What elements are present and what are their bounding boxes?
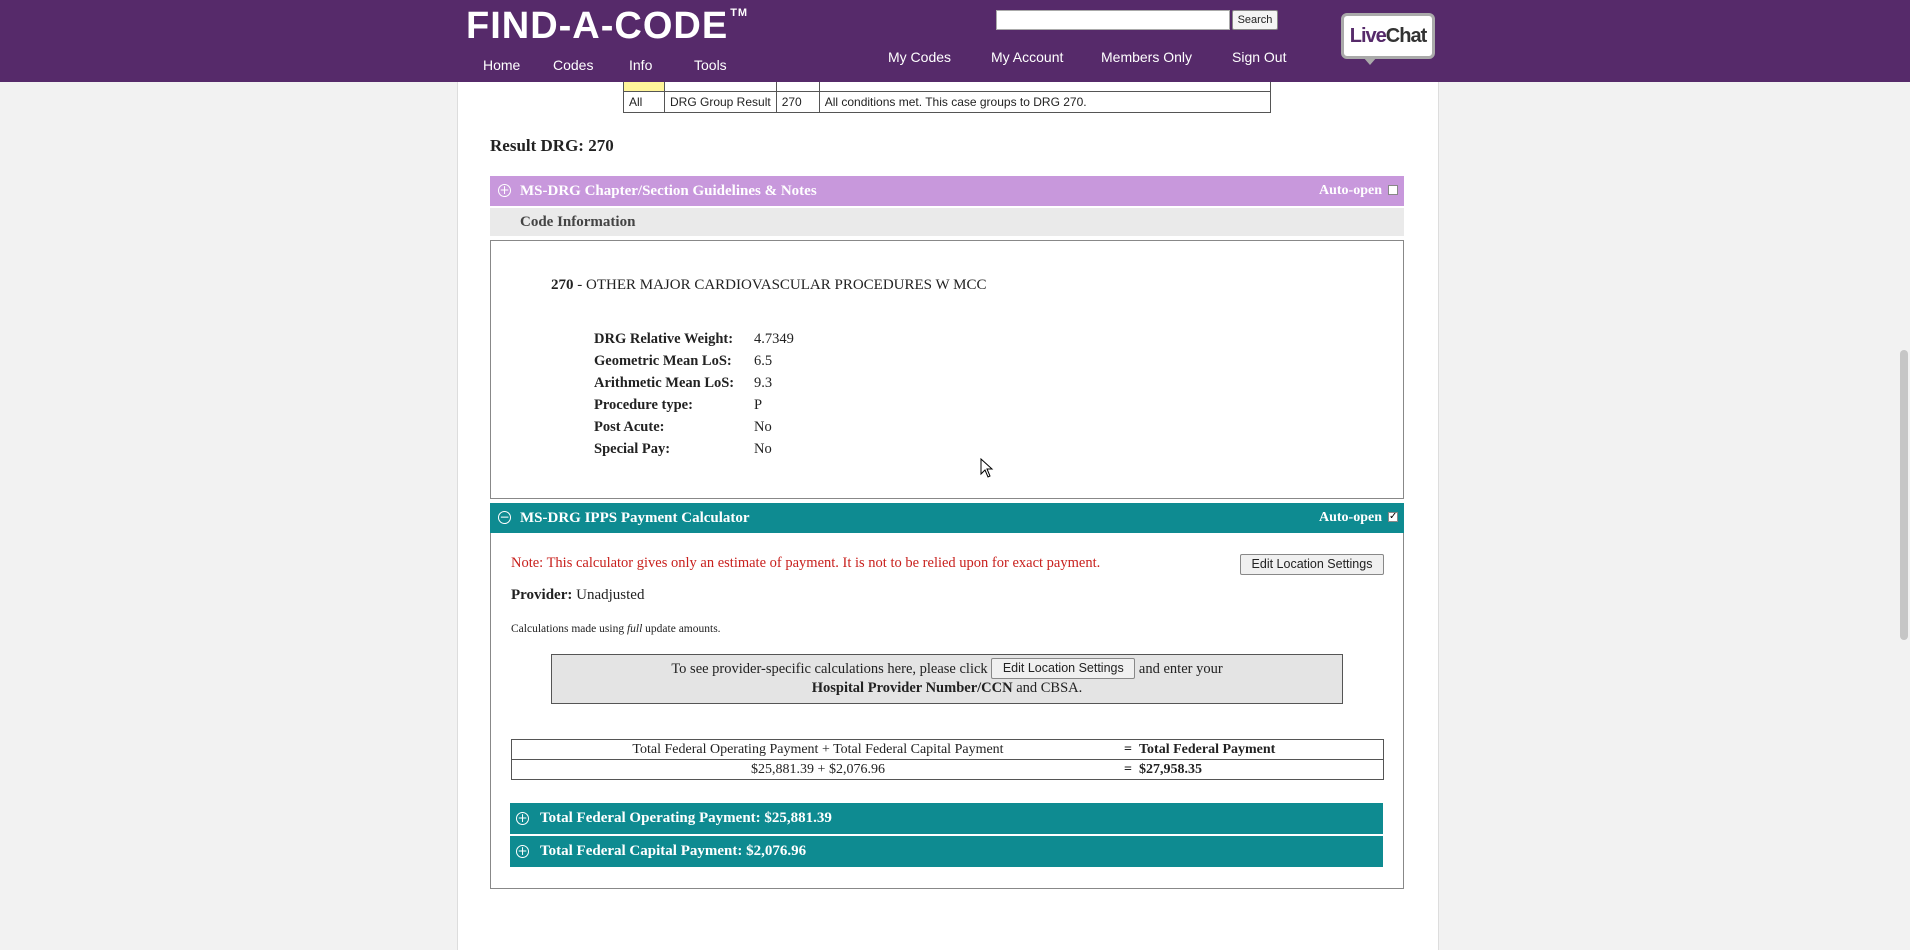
operating-payment-title: Total Federal Operating Payment: $25,881.39 [540,810,832,826]
provider-line [511,587,644,604]
table-cell: All conditions met. This case groups to DRG 270. [819,92,1270,113]
calculation-note-em: full [626,623,643,635]
logo-trademark: TM [730,7,749,19]
equals-sign: = [1124,761,1132,777]
provider-label: Provider: [511,587,573,603]
collapse-icon[interactable]: − [499,510,510,524]
nav-tools[interactable]: Tools [694,57,727,73]
nav-my-codes[interactable]: My Codes [888,49,952,65]
total-result-header [1124,740,1384,760]
provider-box-text: To see provider-specific calculations here, please click [671,660,992,677]
total-formula-values: $25,881.39 + $2,076.96 [512,760,1125,780]
provider-box-text: and CBSA. [1012,680,1083,696]
calculator-section-bar[interactable] [490,503,1404,533]
table-row [624,92,1271,113]
attribute-value: P [754,397,763,413]
attribute-value: 6.5 [754,353,773,369]
page-scrollbar[interactable] [1898,82,1910,950]
attribute-label: Procedure type: [594,397,693,413]
total-formula-header: Total Federal Operating Payment + Total Federal Capital Payment [512,740,1125,760]
search-input[interactable] [996,10,1230,30]
nav-sign-out[interactable]: Sign Out [1232,49,1287,65]
drg-code: 270 [551,277,574,293]
livechat-button[interactable] [1341,13,1435,59]
attribute-label: Geometric Mean LoS: [594,353,732,369]
attribute-label: Arithmetic Mean LoS: [594,375,735,391]
table-row [512,740,1384,760]
nav-info[interactable]: Info [629,57,653,73]
code-information-title: Code Information [520,214,636,230]
expand-icon[interactable]: + [517,844,528,858]
calculation-note-prefix: Calculations made using [511,623,627,635]
result-drg: Result DRG: 270 [490,136,614,155]
auto-open-label: Auto-open [1318,510,1382,525]
provider-box-line1 [552,660,1342,679]
mouse-pointer-icon [980,458,994,478]
attribute-label: DRG Relative Weight: [594,331,734,347]
operating-payment-bar[interactable] [510,803,1383,834]
code-information-panel [490,240,1404,499]
drg-title [551,277,986,294]
expand-icon[interactable]: + [499,183,510,197]
auto-open-label: Auto-open [1318,183,1382,198]
capital-payment-bar[interactable] [510,836,1383,867]
provider-box-bold: Hospital Provider Number/CCN [811,680,1013,696]
nav-my-account[interactable]: My Account [991,49,1064,65]
site-logo[interactable] [466,2,748,50]
nav-codes[interactable]: Codes [553,57,594,73]
attribute-value: No [754,441,772,457]
scrollbar-thumb[interactable] [1900,350,1908,640]
speech-bubble-tail-icon [1363,57,1377,65]
drg-description: - OTHER MAJOR CARDIOVASCULAR PROCEDURES W MCC [573,277,987,293]
provider-specific-box [551,654,1343,704]
table-row [512,760,1384,780]
equals-sign: = [1124,741,1132,757]
total-result-value [1124,760,1384,780]
totals-table [511,739,1384,780]
table-cell: DRG Group Result [665,92,777,113]
top-header [0,0,1910,82]
calculation-note [511,623,721,635]
total-federal-payment-value: $27,958.35 [1138,761,1202,777]
capital-payment-title: Total Federal Capital Payment: $2,076.96 [540,843,807,859]
logo-text: FIND-A-CODE [466,5,729,47]
guidelines-section-bar[interactable] [490,176,1404,206]
provider-box-line2 [552,680,1342,697]
calculation-note-suffix: update amounts. [642,623,721,635]
total-federal-payment-label: Total Federal Payment [1138,741,1276,757]
auto-open-checkbox[interactable] [1388,185,1398,195]
table-cell: 270 [776,92,819,113]
guidelines-title: MS-DRG Chapter/Section Guidelines & Notes [520,183,817,199]
edit-location-settings-button[interactable]: Edit Location Settings [991,658,1135,679]
calculator-title: MS-DRG IPPS Payment Calculator [520,510,750,526]
expand-icon[interactable]: + [517,811,528,825]
calculator-note: Note: This calculator gives only an estimate of payment. It is not to be relied upon for exact payment. [511,555,1101,571]
livechat-live: Live [1349,25,1386,47]
attribute-value: 4.7349 [754,331,794,347]
provider-box-text: and enter your [1135,660,1223,677]
attribute-value: 9.3 [754,375,773,391]
attribute-label: Special Pay: [594,441,671,457]
attribute-value: No [754,419,772,435]
nav-home[interactable]: Home [483,57,521,73]
attribute-label: Post Acute: [594,419,665,435]
provider-value: Unadjusted [576,587,645,603]
edit-location-settings-button[interactable]: Edit Location Settings [1240,554,1384,575]
search-button[interactable]: Search [1232,10,1278,30]
nav-members-only[interactable]: Members Only [1101,49,1193,65]
table-cell: All [624,92,665,113]
code-information-header [490,208,1404,236]
auto-open-checkbox[interactable]: ✓ [1389,511,1398,522]
livechat-chat: Chat [1385,25,1427,47]
